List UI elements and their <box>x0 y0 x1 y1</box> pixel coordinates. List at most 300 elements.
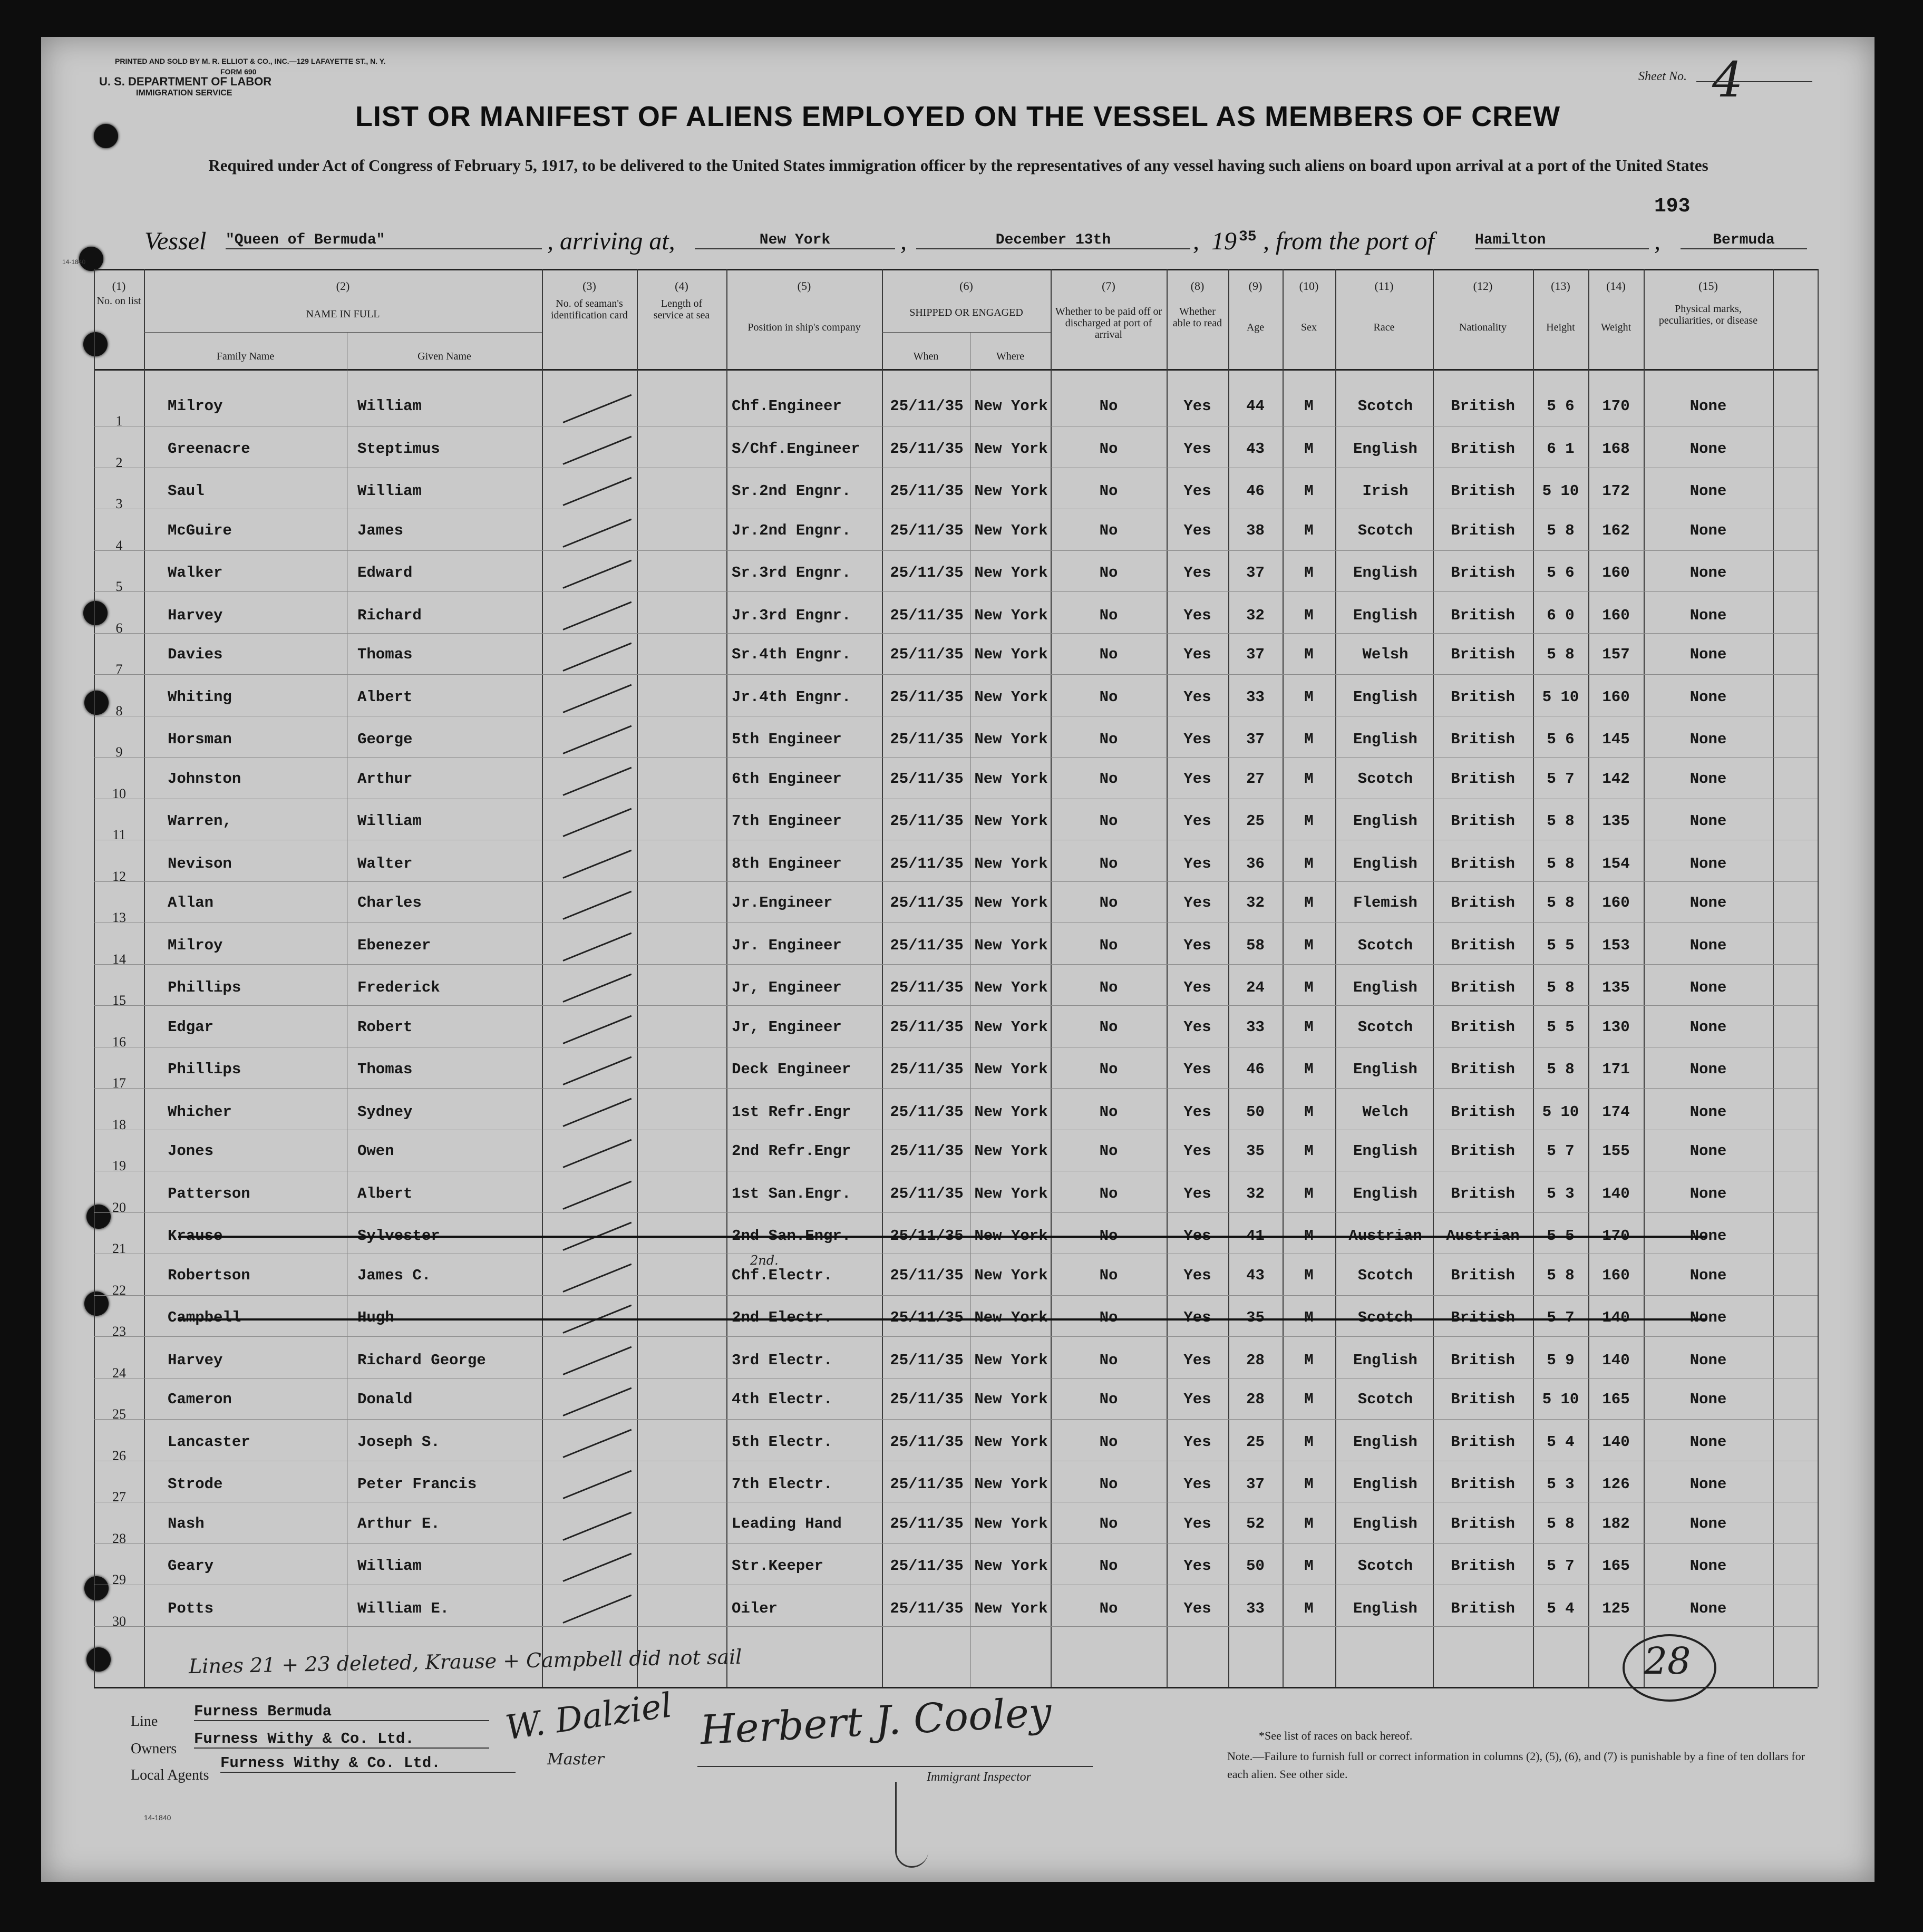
cell-when: 25/11/35 <box>890 1599 964 1617</box>
cell-height: 5 8 <box>1547 1514 1575 1532</box>
column-line <box>144 269 145 1687</box>
cell-paid: No <box>1099 440 1118 458</box>
punch-hole <box>83 332 108 356</box>
cell-where: New York <box>974 1185 1048 1202</box>
cell-when: 25/11/35 <box>890 855 964 872</box>
cell-nationality: British <box>1451 1266 1515 1284</box>
cell-weight: 160 <box>1602 688 1630 706</box>
cell-sex: M <box>1304 936 1314 954</box>
row-number: 13 <box>112 910 126 925</box>
cell-where: New York <box>974 1391 1048 1408</box>
cell-read: Yes <box>1183 521 1211 539</box>
cell-family: Jones <box>168 1142 214 1160</box>
cell-paid: No <box>1099 1599 1118 1617</box>
cell-family: Phillips <box>168 1061 241 1078</box>
cell-paid: No <box>1099 894 1118 911</box>
cell-weight: 142 <box>1602 770 1630 788</box>
owners-label: Owners <box>131 1741 177 1757</box>
cell-age: 25 <box>1246 812 1265 830</box>
cell-when: 25/11/35 <box>890 1391 964 1408</box>
cell-race: English <box>1353 564 1417 581</box>
id-card-dash <box>562 1015 632 1044</box>
row-number: 3 <box>115 496 123 511</box>
cell-marks: None <box>1689 1061 1727 1078</box>
cell-marks: None <box>1689 1185 1727 1202</box>
row-number: 22 <box>112 1282 126 1298</box>
col2-given-label: Given Name <box>417 351 471 362</box>
id-card-dash <box>562 1594 632 1623</box>
cell-marks: None <box>1689 521 1727 539</box>
row-rule <box>94 881 1818 882</box>
cell-given: Joseph S. <box>357 1433 440 1451</box>
cell-race: Scotch <box>1357 770 1413 788</box>
cell-race: English <box>1353 606 1417 624</box>
cell-weight: 140 <box>1602 1309 1630 1326</box>
col6-when-label: When <box>913 351 939 362</box>
cell-family: Geary <box>168 1557 214 1575</box>
cell-where: New York <box>974 1557 1048 1575</box>
col6-label: SHIPPED OR ENGAGED <box>909 307 1023 318</box>
cell-nationality: British <box>1451 894 1515 911</box>
cell-race: Welsh <box>1362 646 1409 663</box>
row-rule <box>94 591 1818 592</box>
cell-where: New York <box>974 1227 1048 1245</box>
cell-given: Steptimus <box>357 440 440 458</box>
cell-nationality: British <box>1451 936 1515 954</box>
cell-when: 25/11/35 <box>890 688 964 706</box>
cell-height: 5 4 <box>1547 1433 1575 1451</box>
cell-marks: None <box>1689 1391 1727 1408</box>
cell-height: 5 10 <box>1542 688 1579 706</box>
cell-nationality: British <box>1451 397 1515 415</box>
cell-race: English <box>1353 1475 1417 1493</box>
from-label: , from the port of <box>1263 227 1434 255</box>
cell-paid: No <box>1099 979 1118 996</box>
id-card-dash <box>562 1263 632 1292</box>
cell-read: Yes <box>1183 894 1211 911</box>
cell-sex: M <box>1304 646 1314 663</box>
cell-sex: M <box>1304 979 1314 996</box>
cell-given: James C. <box>357 1266 431 1284</box>
cell-nationality: British <box>1451 1514 1515 1532</box>
name-subheader-line <box>144 332 542 333</box>
column-line <box>1051 269 1052 1687</box>
row-number: 26 <box>112 1448 126 1463</box>
cell-when: 25/11/35 <box>890 397 964 415</box>
cell-position: Oiler <box>732 1599 778 1617</box>
column-line <box>1228 269 1229 1687</box>
cell-sex: M <box>1304 482 1314 500</box>
cell-family: Milroy <box>168 936 223 954</box>
circled-count: 28 <box>1644 1639 1691 1683</box>
col8-label: Whether able to read <box>1172 306 1222 329</box>
cell-age: 36 <box>1246 855 1265 872</box>
cell-race: Scotch <box>1357 397 1413 415</box>
cell-marks: None <box>1689 770 1727 788</box>
id-card-dash <box>562 932 632 961</box>
cell-when: 25/11/35 <box>890 1103 964 1121</box>
cell-race: Scotch <box>1357 1391 1413 1408</box>
row-rule <box>94 1336 1818 1337</box>
cell-where: New York <box>974 688 1048 706</box>
cell-weight: 153 <box>1602 936 1630 954</box>
cell-marks: None <box>1689 1103 1727 1121</box>
cell-when: 25/11/35 <box>890 482 964 500</box>
table-top-border <box>94 269 1818 270</box>
cell-race: Scotch <box>1357 521 1413 539</box>
row-number: 14 <box>112 951 126 967</box>
cell-paid: No <box>1099 1351 1118 1369</box>
cell-age: 46 <box>1246 482 1265 500</box>
cell-sex: M <box>1304 606 1314 624</box>
cell-when: 25/11/35 <box>890 564 964 581</box>
cell-where: New York <box>974 1433 1048 1451</box>
cell-position: Jr, Engineer <box>732 979 842 996</box>
cell-age: 43 <box>1246 1266 1265 1284</box>
cell-read: Yes <box>1183 1142 1211 1160</box>
row-number: 11 <box>112 827 126 842</box>
col10-label: Sex <box>1301 322 1317 333</box>
cell-race: English <box>1353 1142 1417 1160</box>
row-number: 16 <box>112 1034 126 1050</box>
cell-family: Harvey <box>168 1351 223 1369</box>
cell-age: 37 <box>1246 564 1265 581</box>
inspector-label: Immigrant Inspector <box>927 1770 1031 1784</box>
cell-age: 25 <box>1246 1433 1265 1451</box>
row-number: 27 <box>112 1489 126 1504</box>
cell-paid: No <box>1099 521 1118 539</box>
col8-number: (8) <box>1190 279 1205 293</box>
cell-given: William <box>357 812 422 830</box>
cell-height: 5 10 <box>1542 482 1579 500</box>
shipped-subheader-line <box>882 332 1051 333</box>
cell-family: Potts <box>168 1599 214 1617</box>
side-code: 14-1840 <box>62 258 86 266</box>
cell-when: 25/11/35 <box>890 1018 964 1036</box>
cell-read: Yes <box>1183 440 1211 458</box>
from-country: Bermuda <box>1681 232 1807 249</box>
id-card-dash <box>562 1098 632 1127</box>
col4-number: (4) <box>675 279 688 293</box>
col11-number: (11) <box>1374 279 1394 293</box>
cell-position: 6th Engineer <box>732 770 842 788</box>
cell-where: New York <box>974 564 1048 581</box>
cell-nationality: British <box>1451 440 1515 458</box>
cell-position: Sr.2nd Engnr. <box>732 482 851 500</box>
column-line <box>882 269 883 1687</box>
id-card-dash <box>562 1180 632 1209</box>
cell-position: Chf.Engineer <box>732 397 842 415</box>
column-line <box>1533 269 1534 1687</box>
cell-marks: None <box>1689 1309 1727 1326</box>
cell-given: George <box>357 731 413 748</box>
row-number: 8 <box>115 703 123 719</box>
cell-where: New York <box>974 1266 1048 1284</box>
cell-when: 25/11/35 <box>890 770 964 788</box>
department-label: U. S. DEPARTMENT OF LABOR <box>99 75 272 88</box>
cell-read: Yes <box>1183 397 1211 415</box>
cell-where: New York <box>974 482 1048 500</box>
cell-marks: None <box>1689 564 1727 581</box>
cell-marks: None <box>1689 1514 1727 1532</box>
cell-marks: None <box>1689 1227 1727 1245</box>
cell-height: 5 4 <box>1547 1599 1575 1617</box>
cell-where: New York <box>974 731 1048 748</box>
cell-age: 33 <box>1246 1018 1265 1036</box>
cell-given: Edward <box>357 564 413 581</box>
cell-sex: M <box>1304 1433 1314 1451</box>
cell-when: 25/11/35 <box>890 812 964 830</box>
cell-paid: No <box>1099 1433 1118 1451</box>
cell-age: 33 <box>1246 688 1265 706</box>
column-line <box>1588 269 1589 1687</box>
cell-weight: 135 <box>1602 979 1630 996</box>
cell-race: Scotch <box>1357 1309 1413 1326</box>
cell-race: English <box>1353 979 1417 996</box>
cell-read: Yes <box>1183 564 1211 581</box>
cell-nationality: British <box>1451 812 1515 830</box>
manifest-title: LIST OR MANIFEST OF ALIENS EMPLOYED ON THE VESSEL AS MEMBERS OF CREW <box>355 101 1561 132</box>
cell-family: Horsman <box>168 731 232 748</box>
row-number: 7 <box>115 662 123 677</box>
cell-height: 5 9 <box>1547 1351 1575 1369</box>
cell-weight: 162 <box>1602 521 1630 539</box>
col4-label: Length of service at sea <box>653 298 710 321</box>
cell-sex: M <box>1304 1309 1314 1326</box>
cell-family: Nevison <box>168 855 232 872</box>
col14-number: (14) <box>1606 279 1626 293</box>
printer-line: PRINTED AND SOLD BY M. R. ELLIOT & CO., INC.—129 LAFAYETTE ST., N. Y. <box>115 57 386 65</box>
cell-age: 44 <box>1246 397 1265 415</box>
col10-number: (10) <box>1299 279 1319 293</box>
cell-sex: M <box>1304 397 1314 415</box>
cell-where: New York <box>974 770 1048 788</box>
cell-height: 5 8 <box>1547 646 1575 663</box>
cell-given: Peter Francis <box>357 1475 477 1493</box>
column-line <box>726 269 727 1687</box>
cell-when: 25/11/35 <box>890 1557 964 1575</box>
cell-sex: M <box>1304 1227 1314 1245</box>
cell-height: 5 8 <box>1547 1266 1575 1284</box>
row-rule <box>94 1088 1818 1089</box>
header-bottom-border <box>94 369 1818 371</box>
cell-nationality: British <box>1451 1391 1515 1408</box>
cell-paid: No <box>1099 688 1118 706</box>
handwritten-note: Lines 21 + 23 deleted, Krause + Campbell did not sail <box>188 1645 742 1678</box>
cell-given: Owen <box>357 1142 394 1160</box>
row-rule <box>94 757 1818 758</box>
cell-read: Yes <box>1183 1433 1211 1451</box>
cell-age: 37 <box>1246 1475 1265 1493</box>
cell-when: 25/11/35 <box>890 1142 964 1160</box>
cell-given: Albert <box>357 688 413 706</box>
row-number: 10 <box>112 785 126 801</box>
cell-paid: No <box>1099 1103 1118 1121</box>
cell-nationality: British <box>1451 1309 1515 1326</box>
row-rule <box>94 1543 1818 1544</box>
cell-paid: No <box>1099 1475 1118 1493</box>
cell-paid: No <box>1099 1514 1118 1532</box>
cell-marks: None <box>1689 482 1727 500</box>
row-rule <box>94 1626 1818 1627</box>
cell-where: New York <box>974 646 1048 663</box>
cell-when: 25/11/35 <box>890 1185 964 1202</box>
cell-height: 5 8 <box>1547 1061 1575 1078</box>
cell-nationality: British <box>1451 521 1515 539</box>
cell-race: Scotch <box>1357 936 1413 954</box>
cell-given: William <box>357 482 422 500</box>
cell-paid: No <box>1099 1018 1118 1036</box>
cell-given: Thomas <box>357 1061 413 1078</box>
cell-nationality: British <box>1451 770 1515 788</box>
cell-marks: None <box>1689 1351 1727 1369</box>
cell-read: Yes <box>1183 770 1211 788</box>
year-stamp: 193 <box>1654 195 1691 218</box>
id-card-dash <box>562 808 632 837</box>
cell-weight: 140 <box>1602 1433 1630 1451</box>
cell-when: 25/11/35 <box>890 731 964 748</box>
cell-age: 28 <box>1246 1391 1265 1408</box>
cell-family: Saul <box>168 482 205 500</box>
col6-number: (6) <box>959 279 973 293</box>
cell-marks: None <box>1689 1557 1727 1575</box>
cell-given: Sylvester <box>357 1227 440 1245</box>
cell-given: Donald <box>357 1391 413 1408</box>
cell-race: English <box>1353 1351 1417 1369</box>
cell-weight: 135 <box>1602 812 1630 830</box>
cell-weight: 174 <box>1602 1103 1630 1121</box>
cell-height: 5 7 <box>1547 1142 1575 1160</box>
form-number: FORM 690 <box>220 67 257 76</box>
cell-height: 5 6 <box>1547 731 1575 748</box>
cell-read: Yes <box>1183 1018 1211 1036</box>
cell-weight: 140 <box>1602 1351 1630 1369</box>
cell-weight: 165 <box>1602 1391 1630 1408</box>
col9-number: (9) <box>1248 279 1262 293</box>
cell-race: English <box>1353 1185 1417 1202</box>
col7-number: (7) <box>1102 279 1115 293</box>
row-rule <box>94 1295 1818 1296</box>
cell-age: 32 <box>1246 1185 1265 1202</box>
cell-marks: None <box>1689 1433 1727 1451</box>
cell-marks: None <box>1689 1142 1727 1160</box>
cell-age: 43 <box>1246 440 1265 458</box>
deleted-line-strike <box>178 1236 1707 1238</box>
cell-paid: No <box>1099 1061 1118 1078</box>
cell-where: New York <box>974 855 1048 872</box>
cell-where: New York <box>974 1061 1048 1078</box>
cell-given: Robert <box>357 1018 413 1036</box>
cell-where: New York <box>974 812 1048 830</box>
cell-nationality: British <box>1451 1103 1515 1121</box>
cell-paid: No <box>1099 936 1118 954</box>
cell-height: 6 0 <box>1547 606 1575 624</box>
col7-label: Whether to be paid off or discharged at port of arrival <box>1055 306 1162 341</box>
signature-flourish <box>895 1782 928 1868</box>
id-card-dash <box>562 1511 632 1540</box>
comma: , <box>900 227 907 255</box>
col9-label: Age <box>1246 322 1265 333</box>
col11-label: Race <box>1373 322 1395 333</box>
arrival-date: December 13th <box>916 232 1190 249</box>
cell-weight: 172 <box>1602 482 1630 500</box>
cell-sex: M <box>1304 1599 1314 1617</box>
cell-nationality: British <box>1451 646 1515 663</box>
cell-race: English <box>1353 855 1417 872</box>
cell-read: Yes <box>1183 482 1211 500</box>
cell-read: Yes <box>1183 606 1211 624</box>
row-number: 2 <box>115 454 123 470</box>
cell-paid: No <box>1099 1185 1118 1202</box>
id-card-dash <box>562 560 632 589</box>
id-card-dash <box>562 1139 632 1168</box>
cell-read: Yes <box>1183 979 1211 996</box>
row-rule <box>94 674 1818 675</box>
cell-race: Scotch <box>1357 1557 1413 1575</box>
col5-label: Position in ship's company <box>747 322 861 333</box>
id-card-dash <box>562 1387 632 1416</box>
cell-weight: 160 <box>1602 564 1630 581</box>
cell-race: English <box>1353 812 1417 830</box>
row-number: 12 <box>112 868 126 884</box>
row-number: 15 <box>112 993 126 1008</box>
cell-race: English <box>1353 1433 1417 1451</box>
cell-read: Yes <box>1183 1266 1211 1284</box>
cell-read: Yes <box>1183 812 1211 830</box>
cell-when: 25/11/35 <box>890 646 964 663</box>
cell-given: Walter <box>357 855 413 872</box>
cell-race: Irish <box>1362 482 1409 500</box>
cell-age: 37 <box>1246 731 1265 748</box>
cell-position: 7th Electr. <box>732 1475 833 1493</box>
cell-nationality: British <box>1451 1433 1515 1451</box>
cell-family: Johnston <box>168 770 241 788</box>
cell-height: 5 8 <box>1547 894 1575 911</box>
cell-position: Sr.3rd Engnr. <box>732 564 851 581</box>
table-bottom-border <box>94 1687 1818 1688</box>
cell-read: Yes <box>1183 1557 1211 1575</box>
cell-sex: M <box>1304 1185 1314 1202</box>
row-rule <box>94 964 1818 965</box>
cell-where: New York <box>974 1142 1048 1160</box>
cell-family: Harvey <box>168 606 223 624</box>
cell-age: 32 <box>1246 894 1265 911</box>
cell-weight: 170 <box>1602 397 1630 415</box>
cell-age: 41 <box>1246 1227 1265 1245</box>
cell-race: English <box>1353 731 1417 748</box>
id-card-dash <box>562 849 632 878</box>
col3-label: No. of seaman's identification card <box>550 298 628 321</box>
cell-paid: No <box>1099 1266 1118 1284</box>
cell-paid: No <box>1099 1309 1118 1326</box>
deleted-line-strike <box>178 1318 1707 1321</box>
col12-number: (12) <box>1473 279 1493 293</box>
cell-height: 5 7 <box>1547 1309 1575 1326</box>
cell-height: 5 8 <box>1547 521 1575 539</box>
id-card-dash <box>562 1429 632 1458</box>
cell-family: Edgar <box>168 1018 214 1036</box>
cell-family: McGuire <box>168 521 232 539</box>
cell-when: 25/11/35 <box>890 1309 964 1326</box>
cell-height: 5 8 <box>1547 979 1575 996</box>
row-number: 24 <box>112 1365 126 1381</box>
cell-read: Yes <box>1183 731 1211 748</box>
sheet-label: Sheet No. <box>1638 70 1687 83</box>
cell-given: James <box>357 521 404 539</box>
cell-age: 33 <box>1246 1599 1265 1617</box>
cell-position: Deck Engineer <box>732 1061 851 1078</box>
penalty-note: Note.—Failure to furnish full or correct information in columns (2), (5), (6), and (7) is punishable by a fine of ten dollars for each alien. See other side. <box>1227 1750 1805 1781</box>
